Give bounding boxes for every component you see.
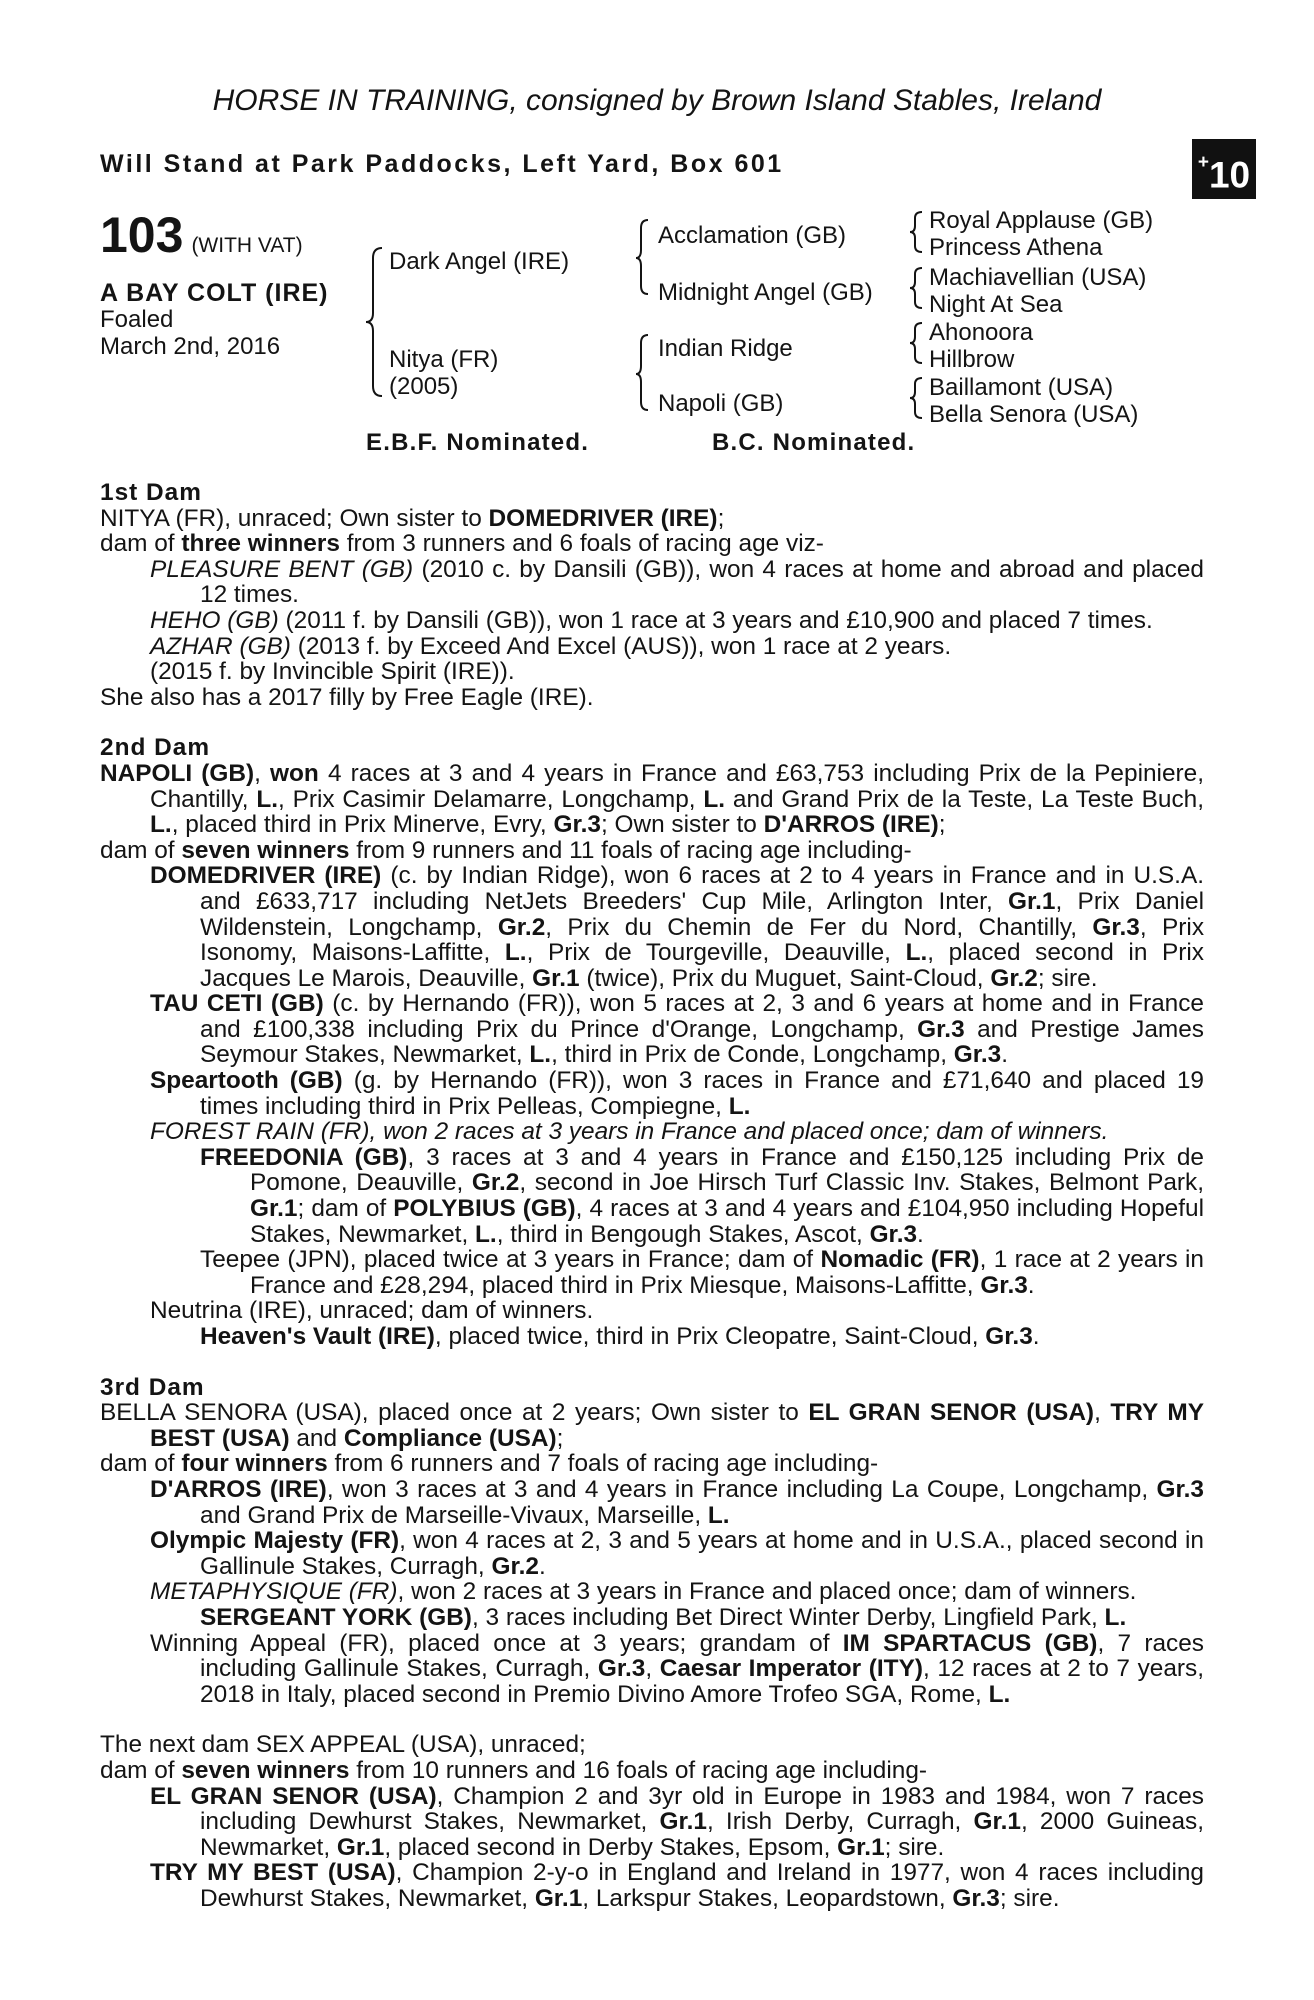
produce-entry: AZHAR (GB) (2013 f. by Exceed And Excel (AUS)), won 1 race at 2 years. [150, 632, 952, 660]
grand-produce-entry: Heaven's Vault (IRE), placed twice, third in Prix Cleopatre, Saint-Cloud, Gr.3. [200, 1323, 1040, 1350]
produce-entry: DOMEDRIVER (IRE) (c. by Indian Ridge), won 6 races at 2 to 4 years in France and in U.S.A. and £633,717 including NetJets Breeders' Cup Mile, Arlington Inter, Gr.1, Prix Daniel Wildenstein, Longchamp, Gr.2, Prix du Chemin de Fer du Nord, Chantilly, Gr.3, Prix Isonomy, Maisons-Laffitte, L., Prix de Tourgeville, Deauville, L., placed second in Prix Jacques Le Marois, Deauville, Gr.1 (twice), Prix du Muguet, Saint-Cloud, Gr.2; sire. [150, 862, 1205, 992]
badge-number: 10 [1208, 154, 1251, 196]
produce-entry: Winning Appeal (FR), placed once at 3 years; grandam of IM SPARTACUS (GB), 7 races including Gallinule Stakes, Curragh, Gr.3, Caesar Imperator (ITY), 12 races at 2 to 7 years, 2018 in Italy, placed second in Premio Divino Amore Trofeo SGA, Rome, L. [150, 1629, 1204, 1708]
next-dam-line: The next dam SEX APPEAL (USA), unraced; [100, 1731, 586, 1759]
grand-produce-entry: SERGEANT YORK (GB), 3 races including Bet Direct Winter Derby, Lingfield Park, L. [200, 1603, 1127, 1631]
ebf-nominated: E.B.F. Nominated. [366, 429, 590, 456]
dam-year: (2005) [389, 373, 459, 400]
produce-entry: Neutrina (IRE), unraced; dam of winners. [150, 1297, 594, 1325]
dam-sire: Indian Ridge [658, 335, 793, 362]
dds: Baillamont (USA) [929, 374, 1114, 401]
produce-entry: Speartooth (GB) (g. by Hernando (FR)), won 3 races in France and £71,640 and placed 19 times including third in Prix Pelleas, Compiegne, L. [150, 1067, 1204, 1120]
lot-number: 103 [100, 207, 184, 263]
sire: Dark Angel (IRE) [389, 248, 570, 275]
sds: Machiavellian (USA) [929, 264, 1147, 291]
produce-entry: METAPHYSIQUE (FR), won 2 races at 3 years in France and placed once; dam of winners. [150, 1578, 1137, 1606]
dam-dam: Napoli (GB) [658, 390, 784, 417]
produce-entry: EL GRAN SENOR (USA), Champion 2 and 3yr old in Europe in 1983 and 1984, won 7 races including Dewhurst Stakes, Newmarket, Gr.1, Irish Derby, Curragh, Gr.1, 2000 Guineas, Newmarket, Gr.1, placed second in Derby Stakes, Epsom, Gr.1; sire. [150, 1782, 1204, 1861]
sdd: Night At Sea [929, 291, 1063, 318]
first-dam-heading: 1st Dam [100, 479, 202, 506]
dsd: Hillbrow [929, 346, 1015, 373]
grand-produce-entry: FREEDONIA (GB), 3 races at 3 and 4 years in France and £150,125 including Prix de Pomone, Deauville, Gr.2, second in Joe Hirsch Turf Classic Inv. Stakes, Belmont Park, Gr.1; dam of POLYBIUS (GB), 4 races at 3 and 4 years and £104,950 including Hopeful Stakes, Newmarket, L., third in Bengough Stakes, Ascot, Gr.3. [200, 1143, 1204, 1248]
produce-entry: TAU CETI (GB) (c. by Hernando (FR)), won 5 races at 2, 3 and 6 years at home and in France and £100,338 including Prix du Prince d'Orange, Longchamp, Gr.3 and Prestige James Seymour Stakes, Newmarket, L., third in Prix de Conde, Longchamp, Gr.3. [150, 990, 1204, 1069]
stand-location: Will Stand at Park Paddocks, Left Yard, Box 601 [100, 150, 784, 178]
third-dam-produce-summary: dam of four winners from 6 runners and 7 foals of racing age including- [100, 1450, 879, 1478]
sire-sire: Acclamation (GB) [658, 222, 847, 249]
lot-description: A BAY COLT (IRE) [100, 279, 329, 307]
dam: Nitya (FR) [389, 346, 499, 373]
ssd: Princess Athena [929, 234, 1103, 261]
produce-entry: TRY MY BEST (USA), Champion 2-y-o in England and Ireland in 1977, won 4 races including Dewhurst Stakes, Newmarket, Gr.1, Larkspur Stakes, Leopardstown, Gr.3; sire. [150, 1859, 1204, 1912]
produce-entry: (2015 f. by Invincible Spirit (IRE)). [150, 658, 515, 686]
produce-entry: Olympic Majesty (FR), won 4 races at 2, 3 and 5 years at home and in U.S.A., placed second in Gallinule Stakes, Curragh, Gr.2. [150, 1527, 1204, 1580]
second-dam-heading: 2nd Dam [100, 734, 211, 762]
badge-plus: + [1197, 152, 1209, 173]
second-dam-produce-summary: dam of seven winners from 9 runners and 11 foals of racing age including- [100, 836, 912, 864]
produce-entry: HEHO (GB) (2011 f. by Dansili (GB)), won 1 race at 3 years and £10,900 and placed 7 times. [150, 606, 1153, 634]
grand-produce-entry: Teepee (JPN), placed twice at 3 years in France; dam of Nomadic (FR), 1 race at 2 years in France and £28,294, placed third in Prix Miesque, Maisons-Laffitte, Gr.3. [200, 1246, 1204, 1299]
dss: Ahonoora [929, 319, 1034, 346]
produce-entry: FOREST RAIN (FR), won 2 races at 3 years in France and placed once; dam of winners. [150, 1118, 1109, 1146]
produce-entry: D'ARROS (IRE), won 3 races at 3 and 4 years in France including La Coupe, Longchamp, Gr.3 and Grand Prix de Marseille-Vivaux, Marseille, L. [150, 1475, 1204, 1529]
foaled-date: March 2nd, 2016 [100, 333, 281, 360]
second-dam-line: NAPOLI (GB), won 4 races at 3 and 4 years in France and £63,753 including Prix de la Pepiniere, Chantilly, L., Prix Casimir Delamarre, Longchamp, L. and Grand Prix de la Teste, La Teste Buch, L., placed third in Prix Minerve, Evry, Gr.3; Own sister to D'ARROS (IRE); [100, 759, 1205, 839]
produce-entry: PLEASURE BENT (GB) (2010 c. by Dansili (GB)), won 4 races at home and abroad and placed 12 times. [150, 555, 1204, 609]
first-dam-produce-summary: dam of three winners from 3 runners and 6 foals of racing age viz- [100, 530, 824, 558]
foaled-label: Foaled [100, 306, 174, 333]
sire-dam: Midnight Angel (GB) [658, 279, 873, 306]
next-dam-produce-summary: dam of seven winners from 10 runners and 16 foals of racing age including- [100, 1756, 928, 1784]
bc-nominated: B.C. Nominated. [712, 429, 916, 456]
third-dam-heading: 3rd Dam [100, 1373, 205, 1401]
ddd: Bella Senora (USA) [929, 401, 1139, 428]
sss: Royal Applause (GB) [929, 207, 1154, 234]
third-dam-line: BELLA SENORA (USA), placed once at 2 years; Own sister to EL GRAN SENOR (USA), TRY MY BEST (USA) and Compliance (USA); [100, 1399, 1204, 1452]
catalogue-body [100, 480, 1204, 1911]
produce-note: She also has a 2017 filly by Free Eagle (IRE). [100, 683, 594, 711]
page-header: HORSE IN TRAINING, consigned by Brown Island Stables, Ireland [212, 84, 1102, 117]
first-dam-line: NITYA (FR), unraced; Own sister to DOMEDRIVER (IRE); [100, 504, 725, 532]
lot-vat: (WITH VAT) [191, 234, 303, 257]
